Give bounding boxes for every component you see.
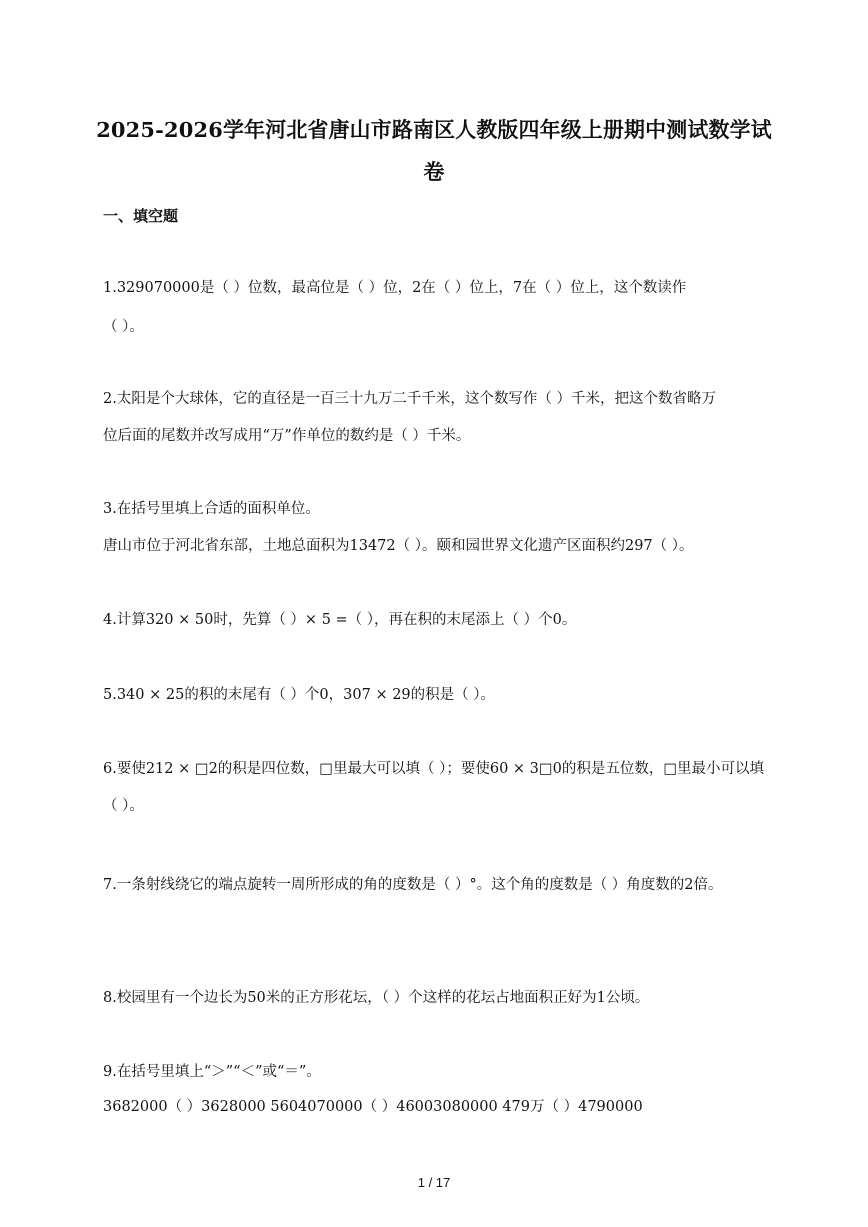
question-8: 8.校园里有一个边长为50米的正方形花坛，（ ）个这样的花坛占地面积正好为1公顷。 bbox=[103, 990, 650, 1006]
question-6-line-2: （ ）。 bbox=[103, 798, 144, 814]
question-5: 5.340 × 25的积的末尾有（ ）个0，307 × 29的积是（ ）。 bbox=[103, 687, 496, 703]
section-heading-fill-in-blank: 一、填空题 bbox=[103, 207, 179, 225]
question-9-line-1: 9.在括号里填上“＞”“＜”或“＝”。 bbox=[103, 1064, 321, 1080]
question-6-line-1: 6.要使212 × □2的积是四位数，□里最大可以填（ ）；要使60 × 3□0的积是五位数，□里最小可以填 bbox=[103, 761, 765, 777]
page-number: 1 / 17 bbox=[417, 1175, 451, 1190]
question-3-line-1: 3.在括号里填上合适的面积单位。 bbox=[103, 501, 320, 517]
document-title-line-1: 2025-2026学年河北省唐山市路南区人教版四年级上册期中测试数学试 bbox=[96, 117, 772, 142]
question-7: 7.一条射线绕它的端点旋转一周所形成的角的度数是（ ）°。这个角的度数是（ ）角度数的2倍。 bbox=[103, 877, 723, 893]
question-2-line-2: 位后面的尾数并改写成用“万”作单位的数约是（ ）千米。 bbox=[103, 428, 471, 444]
question-1-line-1: 1.329070000是（ ）位数，最高位是（ ）位，2在（ ）位上，7在（ ）位上，这个数读作 bbox=[103, 280, 687, 296]
question-9-line-2: 3682000（ ）3628000 5604070000（ ）46003080000 479万（ ）4790000 bbox=[103, 1099, 643, 1115]
question-1-line-2: （ ）。 bbox=[103, 319, 144, 335]
document-title-line-2: 卷 bbox=[423, 159, 445, 184]
question-2-line-1: 2.太阳是个大球体，它的直径是一百三十九万二千千米，这个数写作（ ）千米，把这个数省略万 bbox=[103, 391, 716, 407]
question-4: 4.计算320 × 50时，先算（ ）× 5 =（ ），再在积的末尾添上（ ）个0。 bbox=[103, 612, 577, 628]
question-3-line-2: 唐山市位于河北省东部，土地总面积为13472（ ）。颐和园世界文化遗产区面积约297（ ）。 bbox=[103, 538, 694, 554]
